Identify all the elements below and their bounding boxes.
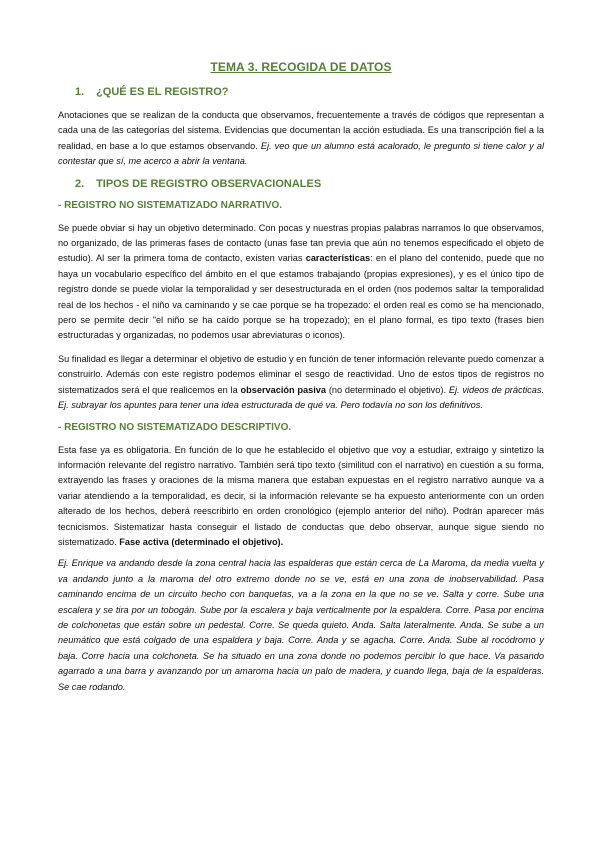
paragraph-descriptivo-1	[58, 443, 544, 551]
text-run: Esta fase ya es obligatoria. En función de lo que he establecido el objetivo que voy a estudiar, extraigo y sintetizo la información relevante del registro narrativo. También será tipo texto (similitud con el narrativo) en cuestión a su forma, extrayendo las frases y oraciones de la misma manera que estaban expuestas en el registro narrativo aunque va a variar atendiendo a la temporalidad, es decir, si la información relevante se ha expuesto anteriormente con un orden alterado de los hechos, deberá reescribirlo en orden cronológico (ejemplo anterior del niño). Podrán aparecer más tecnicismos. Sistematizar hasta conseguir el listado de conductas que debo observar, aunque sigue siendo no sistematizado.	[58, 444, 544, 547]
paragraph-definition	[58, 108, 544, 170]
bold-term: Fase activa (determinado el objetivo).	[119, 536, 284, 547]
bold-term: características	[305, 253, 371, 264]
section-number: 1.	[75, 86, 85, 98]
text-run: Su finalidad es llegar a determinar el objetivo de estudio y en función de tener información relevante puedo comenzar a construirlo. Además con este registro podemos eliminar el sesgo de reactividad. Uno de estos tipos de registros no sistematizados será el que realicemos en la	[58, 353, 544, 395]
definition-text: Anotaciones que se realizan de la conducta que observamos, frecuentemente a través de códigos que representan a cada una de las categorías del sistema. Evidencias que documentan la acción estudiada. Es una transcripción fiel a la realidad, en base a lo que estamos observando.	[58, 110, 544, 151]
narrativo-example: Ej. videos de prácticas. Ej. subrayar los apuntes para tener una idea estructurada de qué va. Pero todavía no son los definitivos.	[58, 384, 545, 411]
section-heading-text: TIPOS DE REGISTRO OBSERVACIONALES	[96, 177, 322, 190]
section-heading-tipos	[75, 178, 544, 190]
definition-example: Ej. veo que un alumno está acalorado, le pregunto si tiene calor y al contestar que sí, me acerco a abrir la ventana.	[58, 140, 544, 167]
paragraph-narrativo-1	[58, 221, 544, 344]
subheading-descriptivo: - REGISTRO NO SISTEMATIZADO DESCRIPTIVO.	[58, 421, 292, 433]
section-heading-text: ¿QUÉ ES EL REGISTRO?	[96, 86, 229, 98]
section-number: 2.	[75, 177, 85, 190]
bold-term: observación pasiva	[240, 384, 327, 395]
subheading-narrativo: - REGISTRO NO SISTEMATIZADO NARRATIVO.	[58, 199, 283, 211]
page-title: TEMA 3. RECOGIDA DE DATOS	[210, 60, 392, 74]
document-page	[58, 60, 544, 695]
section-heading-registro	[75, 86, 544, 98]
paragraph-narrativo-2	[58, 352, 544, 414]
text-run: Se puede obviar si hay un objetivo determinado. Con pocas y nuestras propias palabras narramos lo que observamos, no organizado, de las primeras fases de contacto (unas fase tan previa que aún no tenemos especificado el objeto de estudio). Al ser la primera toma de contacto, existen varias	[58, 222, 544, 264]
text-run: (no determinado el objetivo).	[326, 384, 449, 395]
text-run: : en el plano del contenido, puede que no haya un vocabulario específico del ámbito en el que estamos trabajando (propias expresiones), y es el único tipo de registro donde se puede violar la temporalidad y ser desestructurada en el orden (nos podemos saltar la temporalidad real de los hechos - el niño va caminando y se cae porque se ha tropezado: el orden real es como se ha mencionado, pero se permite decir "el niño se ha caído porque se ha tropezado); en el plano formal, es tipo texto (frases bien estructuradas y organizadas, no podemos usar abreviaturas o iconos).	[58, 253, 544, 341]
descriptivo-example: Ej. Enrique va andando desde la zona central hacia las espalderas que están cerca de La Maroma, da media vuelta y va andando junto a la maroma del otro extremo donde no se ve, está en una zona de inobservabilidad. Pasa caminando encima de un circuito hecho con banquetas, va a la zona en la que no se ve. Salta y corre. Sube una escalera y se tira por un tobogán. Sube por la escalera y baja verticalmente por la espaldera. Corre. Pasa por encima de colchonetas que están sobre un pedestal. Corre. Se queda quieto. Anda. Salta lateralmente. Anda. Se sube a un neumático que está colgado de una espaldera y baja. Corre. Anda y se agacha. Corre. Anda. Sube al rocódromo y baja. Corre hacia una colchoneta. Se ha situado en una zona donde no podemos percibir lo que hace. Va pasando agarrado a una barra y avanzando por un amaroma hacia un palo de madera, y cuando llega, baja de la espalderas. Se cae rodando.	[58, 558, 544, 692]
